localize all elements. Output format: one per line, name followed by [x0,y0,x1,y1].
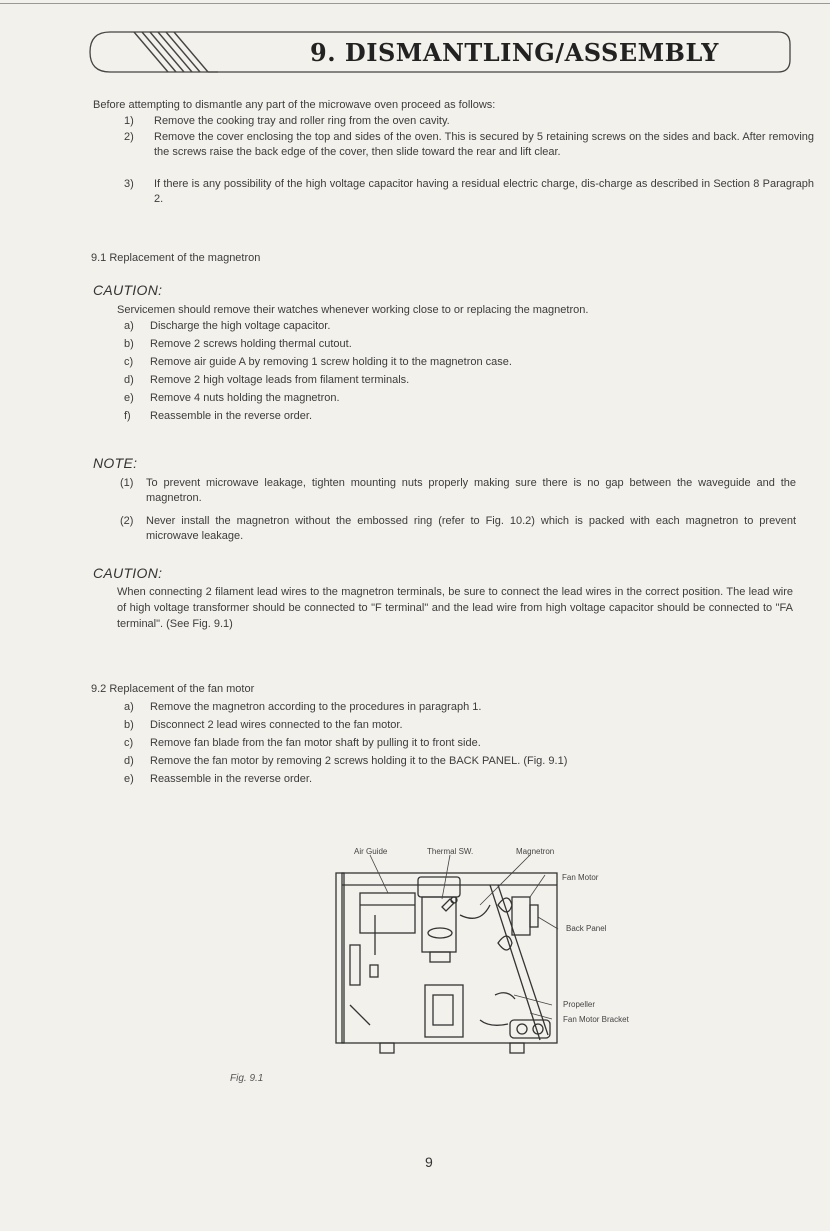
note-number: (2) [120,515,134,527]
caution-label: CAUTION: [93,282,163,298]
label-propeller: Propeller [563,1000,596,1009]
label-back-panel: Back Panel [566,924,607,933]
intro-lead: Before attempting to dismantle any part of the microwave oven proceed as follows: [93,99,496,111]
step-text: Remove the cover enclosing the top and sides of the oven. This is secured by 5 retaining screws on the sides and back. After removing the screws raise the back edge of the cover, then slide toward the rear and lift clear. [154,131,814,158]
fan-motor-steps [124,700,814,790]
label-air-guide: Air Guide [354,847,388,856]
top-rule [0,3,830,4]
note-label: NOTE: [93,455,138,471]
figure-caption: Fig. 9.1 [230,1073,264,1084]
step-text: Discharge the high voltage capacitor. [150,320,331,332]
list-item [124,718,814,736]
page-number: 9 [425,1154,433,1170]
step-number: b) [124,338,134,350]
list-item [124,772,814,790]
step-number: b) [124,719,134,731]
list-item [124,177,824,209]
step-number: c) [124,737,134,749]
list-item [124,373,814,391]
list-item [124,700,814,718]
note-text: To prevent microwave leakage, tighten mounting nuts properly making sure there is no gap between the waveguide and the magnetron. [146,477,796,504]
list-item [120,514,820,546]
note-text: Never install the magnetron without the embossed ring (refer to Fig. 10.2) which is packed with each magnetron to prevent microwave leakage. [146,515,796,542]
step-number: c) [124,356,134,368]
note-list [120,476,820,546]
step-text: Remove the fan motor by removing 2 screws holding it to the BACK PANEL. (Fig. 9.1) [150,755,568,767]
list-item [124,114,824,130]
note-number: (1) [120,477,134,489]
step-text: Remove the magnetron according to the procedures in paragraph 1. [150,701,482,713]
step-number: a) [124,701,134,713]
page-title: 9. DISMANTLING/ASSEMBLY [310,38,719,67]
list-item [120,476,820,514]
list-item [124,736,814,754]
list-item [124,355,814,373]
caution-label: CAUTION: [93,565,163,581]
caution-text: When connecting 2 filament lead wires to the magnetron terminals, be sure to connect the lead wires in the correct position. The lead wire of high voltage transformer should be connected to "F terminal" and the lead wire from high voltage capacitor should be connected to "FA terminal". (See Fig. 9.1) [117,586,793,630]
step-number: d) [124,755,134,767]
section-banner [88,30,792,74]
microwave-diagram-icon [330,845,700,1070]
step-text: Remove fan blade from the fan motor shaft by pulling it to front side. [150,737,481,749]
step-text: Disconnect 2 lead wires connected to the fan motor. [150,719,403,731]
magnetron-steps [124,319,814,427]
list-item [124,130,824,177]
label-fan-motor: Fan Motor [562,873,599,882]
label-thermal-switch: Thermal SW. [427,847,474,856]
figure-diagram [330,845,700,1070]
list-item [124,409,814,427]
step-number: d) [124,374,134,386]
step-number: 1) [124,115,134,127]
intro-steps [124,114,824,209]
list-item [124,319,814,337]
step-text: Reassemble in the reverse order. [150,773,313,785]
step-number: 3) [124,178,134,190]
step-number: e) [124,392,134,404]
step-number: f) [124,410,131,422]
step-text: Remove 4 nuts holding the magnetron. [150,392,340,404]
step-number: 2) [124,131,134,143]
caution-text: Servicemen should remove their watches whenever working close to or replacing the magnetron. [117,304,589,316]
list-item [124,754,814,772]
step-text: Remove 2 screws holding thermal cutout. [150,338,352,350]
step-text: Remove air guide A by removing 1 screw holding it to the magnetron case. [150,356,512,368]
label-magnetron: Magnetron [516,847,555,856]
step-text: If there is any possibility of the high voltage capacitor having a residual electric charge, dis-charge as described in Section 8 Paragraph 2. [154,178,814,205]
step-text: Reassemble in the reverse order. [150,410,313,422]
step-number: a) [124,320,134,332]
label-fan-motor-bracket: Fan Motor Bracket [563,1015,629,1024]
section-heading: 9.2 Replacement of the fan motor [91,683,255,695]
step-text: Remove the cooking tray and roller ring from the oven cavity. [154,115,450,127]
list-item [124,391,814,409]
list-item [124,337,814,355]
step-text: Remove 2 high voltage leads from filament terminals. [150,374,410,386]
section-heading: 9.1 Replacement of the magnetron [91,252,261,264]
step-number: e) [124,773,134,785]
